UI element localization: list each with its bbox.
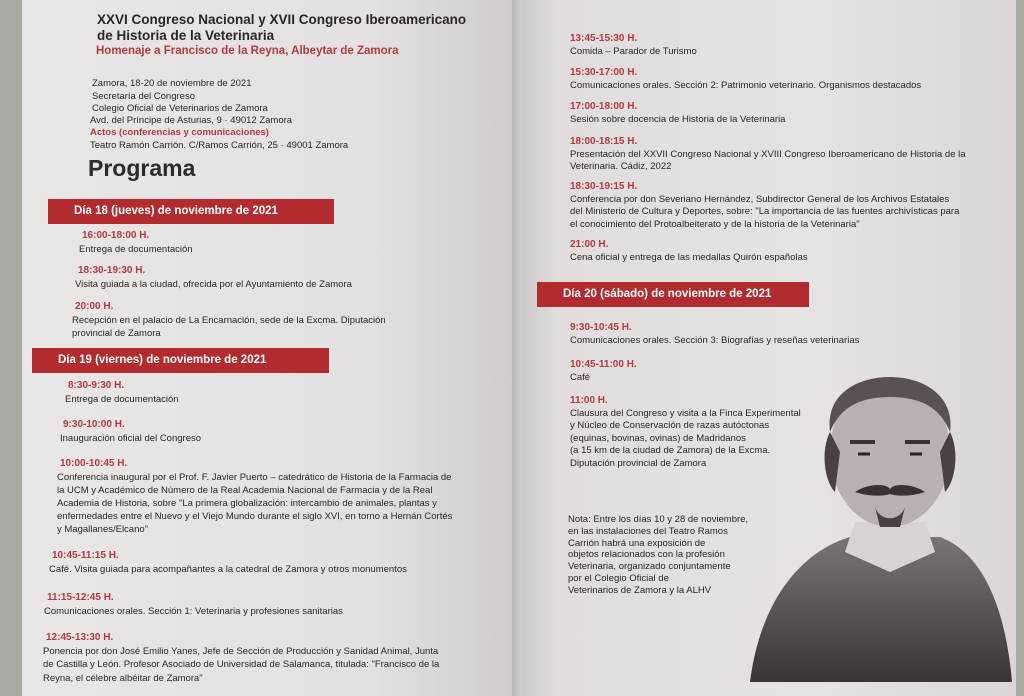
event-time: 21:00 H. [570, 239, 609, 250]
event-description: Veterinaria. Cádiz, 2022 [570, 161, 672, 173]
event-time: 9:30-10:45 H. [570, 322, 632, 333]
event-time: 10:45-11:00 H. [570, 359, 637, 370]
event-description: Clausura del Congreso y visita a la Finca Experimental [570, 408, 801, 419]
portrait-engraving [740, 372, 1015, 696]
event-description: del Ministerio de Cultura y Deportes, sobre: "La importancia de las fuentes archivísticas para [570, 206, 960, 218]
event-description: Academia de Historia, sobre "La primera globalización: intercambio de animales, plantas y [57, 498, 437, 509]
event-description: Sesión sobre docencia de Historia de la Veterinaria [570, 114, 786, 125]
event-description: Entrega de documentación [65, 394, 179, 405]
info-line: Secretaría del Congreso [92, 91, 195, 102]
event-time: 11:00 H. [570, 395, 608, 406]
event-time: 11:15-12:45 H. [47, 592, 114, 603]
note-line: Carrión habrá una exposición de [568, 537, 706, 549]
event-description: Café [570, 372, 591, 383]
event-description: Inauguración oficial del Congreso [60, 433, 202, 444]
event-time: 9:30-10:00 H. [63, 419, 125, 430]
event-time: 15:30-17:00 H. [570, 67, 638, 78]
day-banner-20: Día 20 (sábado) de noviembre de 2021 [537, 282, 809, 307]
event-description: Presentación del XXVII Congreso Nacional y XVIII Congreso Iberoamericano de Historia de la [570, 149, 966, 160]
event-description: Ponencia por don José Emilio Yanes, Jefe de Sección de Producción y Sanidad Animal, Junta [43, 646, 439, 657]
event-description: Comunicaciones orales. Sección 3: Biografías y reseñas veterinarias [570, 335, 860, 346]
event-description: Comida – Parador de Turismo [570, 46, 697, 57]
info-line: Teatro Ramón Carrión. C/Ramos Carrión, 25 · 49001 Zamora [90, 140, 349, 151]
event-description: Recepción en el palacio de La Encarnación, sede de la Excma. Diputación [72, 315, 386, 326]
event-description: Comunicaciones orales. Sección 2: Patrimonio veterinario. Organismos destacados [570, 80, 922, 91]
subtitle: Homenaje a Francisco de la Reyna, Albeytar de Zamora [96, 45, 399, 57]
event-description: (a 15 km de la ciudad de Zamora) de la Excma. [570, 445, 771, 457]
event-description: de Castilla y León. Profesor Asociado de Universidad de Salamanca, titulada: "Francisco de la [43, 659, 440, 671]
event-time: 18:30-19:15 H. [570, 181, 638, 192]
note-line: por el Colegio Oficial de [568, 573, 669, 584]
event-description: (equinas, bovinas, ovinas) de Madridanos [570, 432, 746, 444]
note-line: Veterinarios de Zamora y la ALHV [568, 584, 712, 596]
event-time: 10:00-10:45 H. [60, 458, 128, 469]
note-line: en las instalaciones del Teatro Ramos [568, 525, 728, 537]
title-line-2: de Historia de la Veterinaria [97, 28, 275, 43]
info-line: Colegio Oficial de Veterinarios de Zamora [92, 103, 268, 114]
event-time: 8:30-9:30 H. [68, 380, 125, 391]
event-time: 18:00-18:15 H. [570, 136, 638, 147]
event-time: 20:00 H. [75, 301, 114, 312]
event-description: Conferencia inaugural por el Prof. F. Javier Puerto – catedrático de Historia de la Farmacia de [57, 472, 452, 483]
event-time: 13:45-15:30 H. [570, 33, 638, 44]
title-line-1: XXVI Congreso Nacional y XVII Congreso Iberoamericano [97, 12, 467, 27]
event-time: 18:30-19:30 H. [78, 265, 146, 276]
info-line: Avd. del Príncipe de Asturias, 9 · 49012 Zamora [90, 115, 293, 126]
day-banner-19: Día 19 (viernes) de noviembre de 2021 [32, 348, 329, 373]
page-title: Programa [88, 155, 196, 181]
event-description: Conferencia por don Severiano Hernández, Subdirector General de los Archivos Estatales [570, 194, 950, 205]
event-time: 17:00-18:00 H. [570, 101, 638, 112]
event-description: Cena oficial y entrega de las medallas Quirón españolas [570, 252, 808, 263]
event-description: y Magallanes/Elcano" [57, 524, 149, 535]
event-description: la UCM y Académico de Número de la Real Academia Nacional de Farmacia y de la Real [57, 485, 433, 496]
info-line: Actos (conferencias y comunicaciones) [90, 127, 269, 138]
event-description: Comunicaciones orales. Sección 1: Veterinaria y profesiones sanitarias [44, 606, 343, 617]
event-description: Café. Visita guiada para acompañantes a la catedral de Zamora y otros monumentos [49, 564, 407, 575]
event-description: Diputación provincial de Zamora [570, 457, 707, 469]
event-description: Visita guiada a la ciudad, ofrecida por el Ayuntamiento de Zamora [75, 279, 352, 290]
event-description: enfermedades entre el Nuevo y el Viejo Mundo durante el siglo XVI, en torno a Hernán Cortés [57, 511, 453, 522]
event-description: Entrega de documentación [79, 244, 193, 255]
page-fold [512, 0, 522, 696]
note-line: Veterinaria, organizado conjuntamente [568, 561, 731, 573]
day-banner-18: Día 18 (jueves) de noviembre de 2021 [48, 199, 334, 224]
event-description: Reyna, el célebre albéitar de Zamora" [43, 672, 203, 684]
event-description: y Núcleo de Conservación de razas autóctonas [570, 420, 770, 432]
info-line: Zamora, 18-20 de noviembre de 2021 [92, 78, 252, 89]
event-description: el conocimiento del Protoalbeiterato y de la historia de la Veterinaria" [570, 218, 860, 230]
note-line: objetos relacionados con la profesión [568, 549, 725, 561]
note-line: Nota: Entre los días 10 y 28 de noviembre, [568, 514, 749, 525]
event-description: provincial de Zamora [72, 328, 161, 339]
event-time: 12:45-13:30 H. [46, 632, 114, 643]
event-time: 10:45-11:15 H. [52, 550, 119, 561]
event-time: 16:00-18:00 H. [82, 230, 150, 241]
